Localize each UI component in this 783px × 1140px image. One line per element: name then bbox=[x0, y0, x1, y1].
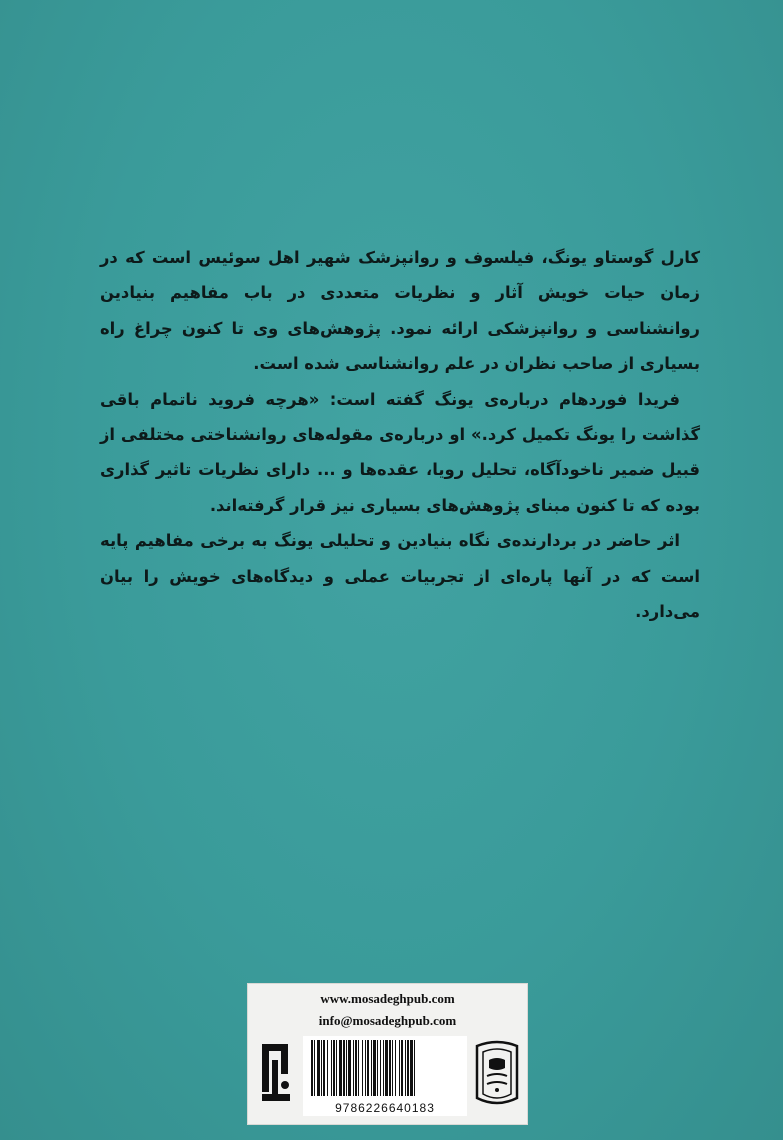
blurb-paragraph-2: فریدا فوردهام درباره‌ی یونگ گفته است: «هرچه فروید ناتمام باقی گذاشت را یونگ تکمیل کرد.» او درباره‌ی مقوله‌های روانشناختی مختلفی از قبیل ضمیر ناخودآگاه، تحلیل رویا، عقده‌ها و ... دارای نظریات تاثیر گذاری بوده که تا کنون مبنای پژوهش‌های بسیاری نیز قرار گرفته‌اند. bbox=[100, 389, 700, 515]
back-cover-blurb bbox=[100, 240, 700, 629]
publisher-website: www.mosadeghpub.com bbox=[320, 991, 455, 1006]
isbn-number: 9786226640183 bbox=[335, 1101, 435, 1115]
blurb-paragraph-1: کارل گوستاو یونگ، فیلسوف و روانپزشک شهیر اهل سوئیس است که در زمان حیات خویش آثار و نظریات متعددی در باب مفاهیم بنیادین روانشناسی و روانپزشکی ارائه نمود. پژوهش‌های وی تا کنون چراغ راه بسیاری از صاحب نظران در علم روانشناسی شده است. bbox=[100, 248, 700, 374]
publisher-logo-icon bbox=[256, 1040, 296, 1114]
publisher-seal-icon bbox=[473, 1040, 521, 1114]
isbn-barcode bbox=[303, 1036, 467, 1116]
barcode-bars bbox=[309, 1040, 461, 1096]
blurb-paragraph-3: اثر حاضر در بردارنده‌ی نگاه بنیادین و تحلیلی یونگ به برخی مفاهیم پایه است که در آنها پاره‌ای از تجربیات عملی و دیدگاه‌های خویش را بیان می‌دارد. bbox=[100, 531, 700, 622]
publisher-info-panel bbox=[247, 983, 528, 1125]
publisher-email: info@mosadeghpub.com bbox=[318, 1013, 457, 1028]
